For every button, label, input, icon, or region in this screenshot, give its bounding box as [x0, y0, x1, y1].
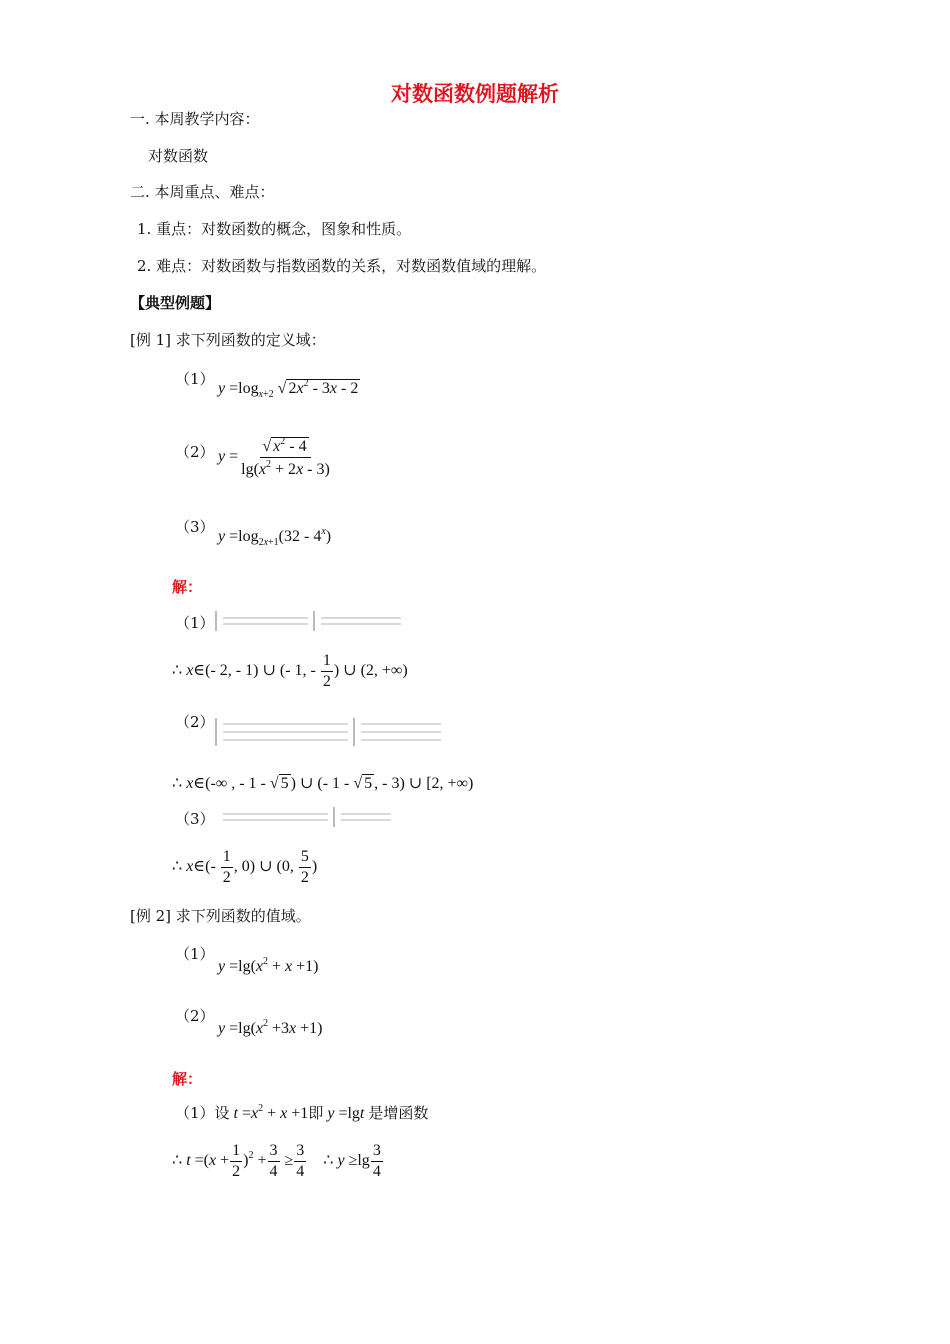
ex2-solution-1-prefix: （1）设 [175, 1104, 230, 1122]
ex1-problem-3-formula: $y =\log_{2x+1}(32 - 4^x)$ [218, 526, 332, 548]
example-1-heading: [例 1] 求下列函数的定义域： [130, 331, 326, 349]
ex1-problem-1-number: （1） [175, 370, 215, 388]
ex1-solution-3-result: ∴ x∈(- $\frac{1}{2}$ , 0) ∪ (0, $\frac{5}{2}$ ) [172, 848, 318, 886]
ex1-problem-3-number: （3） [175, 518, 215, 536]
typical-examples-heading: 【典型例题】 [130, 294, 221, 312]
ex2-problem-1-formula: $y =\lg(x^2 + x +1)$ [218, 956, 319, 975]
ex2-solution-1-suffix: 是增函数 [368, 1104, 429, 1122]
example-2-heading: [例 2] 求下列函数的值域。 [130, 907, 311, 925]
section-1-content: 对数函数 [148, 147, 209, 165]
ex2-problem-2-formula: $y =\lg(x^2 +3x +1)$ [218, 1018, 323, 1037]
ex1-solution-2-system-image [215, 718, 441, 746]
ex1-solution-1-number: （1） [175, 614, 215, 632]
ex2-solution-1-line: （1）设 $t =x^2 + x +1$即 y =lgt 是增函数 [175, 1103, 429, 1122]
ex1-solution-2-result: ∴ x∈(-∞ , - 1 - √ 5 ) ∪ (- 1 - √ 5 , - 3) ∪ [2, +∞) [172, 775, 474, 792]
ex1-problem-2-number: （2） [175, 443, 215, 461]
ex2-solution-1-result: ∴ t =(x + $\frac{1}{2}$ )$^2$ + $\frac{3}{4}$ ≥ $\frac{3}{4}$ ∴ y ≥lg $\frac{3}{4}$ [172, 1142, 381, 1180]
ex1-problem-1-formula: $y =\log_{x+2}$ √ $2x^2 - 3x - 2$ [218, 378, 359, 400]
ex1-solution-label: 解： [172, 578, 203, 596]
ex2-solution-label: 解： [172, 1070, 203, 1088]
ex1-problem-2-formula: y = $\frac{√ x^2 - 4}{\lg(x^2 + 2x - 3)}$ [218, 436, 330, 478]
ex1-solution-3-system-image [215, 806, 391, 828]
ex1-solution-3-number: （3） [175, 810, 215, 828]
ex2-solution-1-mid: 即 [308, 1104, 324, 1122]
ex1-solution-1-system-image [215, 610, 401, 632]
ex1-solution-1-result: ∴ x∈(- 2, - 1) ∪ (- 1, - $\frac{1}{2}$ ) ∪ (2, +∞) [172, 652, 408, 690]
ex2-problem-1-number: （1） [175, 945, 215, 963]
section-1-heading: 一. 本周教学内容： [130, 110, 260, 128]
difficult-point: 2. 难点：对数函数与指数函数的关系，对数函数值域的理解。 [137, 257, 547, 275]
page-title: 对数函数例题解析 [391, 81, 559, 106]
ex1-solution-2-number: （2） [175, 713, 215, 731]
key-point: 1. 重点：对数函数的概念，图象和性质。 [137, 220, 412, 238]
ex2-problem-2-number: （2） [175, 1007, 215, 1025]
section-2-heading: 二. 本周重点、难点： [130, 183, 275, 201]
